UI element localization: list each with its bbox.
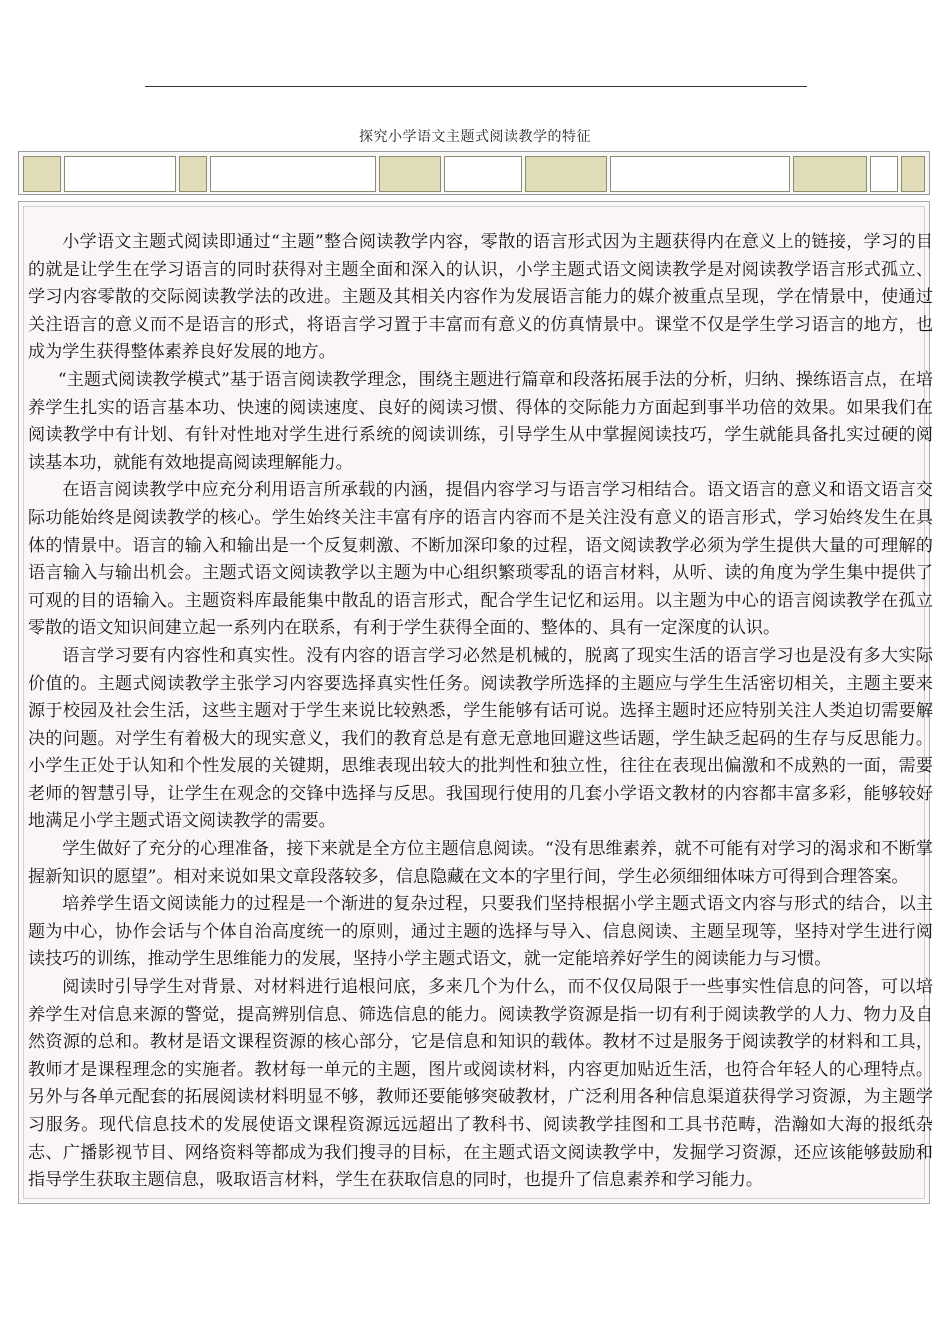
nav-cell [870, 156, 898, 192]
nav-cell [610, 156, 790, 192]
decorative-nav-strip [18, 151, 930, 195]
nav-cell [379, 156, 441, 192]
paragraph: 在语言阅读教学中应充分利用语言所承载的内涵，提倡内容学习与语言学习相结合。语文语言的意义和语文语言交际功能始终是阅读教学的核心。学生始终关注丰富有序的语言内容而不是关注没有意义的语言形式，学习始终发生在具体的情景中。语言的输入和输出是一个反复刺激、不断加深印象的过程，语文阅读教学必须为学生提供大量的可理解的语言输入与输出机会。主题式语文阅读教学以主题为中心组织繁琐零乱的语言材料，从听、读的角度为学生集中提供了可观的目的语输入。主题资料库最能集中散乱的语言形式，配合学生记忆和运用。以主题为中心的语言阅读教学在孤立零散的语文知识间建立起一系列内在联系，有利于学生获得全面的、整体的、具有一定深度的认识。 [28, 480, 933, 639]
nav-cell [23, 156, 61, 192]
paragraph: 小学语文主题式阅读即通过“主题”整合阅读教学内容，零散的语言形式因为主题获得内在意义上的链接，学习的目的就是让学生在学习语言的同时获得对主题全面和深入的认识，小学主题式语文阅读教学是对阅读教学语言形式孤立、学习内容零散的交际阅读教学法的改进。主题及其相关内容作为发展语言能力的媒介被重点呈现，学在情景中，使通过关注语言的意义而不是语言的形式，将语言学习置于丰富而有意义的仿真情景中。课堂不仅是学生学习语言的地方，也成为学生获得整体素养良好发展的地方。 [28, 232, 933, 363]
paragraph: “主题式阅读教学模式”基于语言阅读教学理念，围绕主题进行篇章和段落拓展手法的分析，归纳、操练语言点，在培养学生扎实的语言基本功、快速的阅读速度、良好的阅读习惯、得体的交际能力方面起到事半功倍的效果。如果我们在阅读教学中有计划、有针对性地对学生进行系统的阅读训练，引导学生从中掌握阅读技巧，学生就能具备扎实过硬的阅读基本功，就能有效地提高阅读理解能力。 [28, 369, 933, 473]
paragraph: 学生做好了充分的心理准备，接下来就是全方位主题信息阅读。“没有思维素养，就不可能有对学习的渴求和不断掌握新知识的愿望”。相对来说如果文章段落较多，信息隐藏在文本的字里行间，学生必须细细体味方可得到合理答案。 [28, 839, 933, 887]
article-panel [23, 206, 933, 1199]
nav-cell [444, 156, 522, 192]
nav-cell [179, 156, 207, 192]
nav-cell [525, 156, 607, 192]
article-container [18, 201, 933, 1204]
paragraph: 阅读时引导学生对背景、对材料进行追根问底，多来几个为什么，而不仅仅局限于一些事实性信息的问答，可以培养学生对信息来源的警觉，提高辨别信息、筛选信息的能力。阅读教学资源是指一切有利于阅读教学的人力、物力及自然资源的总和。教材是语文课程资源的核心部分，它是信息和知识的载体。教材不过是服务于阅读教学的材料和工具，教师才是课程理念的实施者。教材每一单元的主题，图片或阅读材料，内容更加贴近生活，也符合年轻人的心理特点。另外与各单元配套的拓展阅读材料明显不够，教师还要能够突破教材，广泛利用各种信息渠道获得学习资源，为主题学习服务。现代信息技术的发展使语文课程资源远远超出了教科书、阅读教学挂图和工具书范畴，浩瀚如大海的报纸杂志、广播影视节目、网络资料等都成为我们搜寻的目标，在主题式语文阅读教学中，发掘学习资源，还应该能够鼓励和指导学生获取主题信息，吸取语言材料，学生在获取信息的同时，也提升了信息素养和学习能力。 [28, 977, 933, 1191]
nav-cell [210, 156, 376, 192]
header-rule [145, 86, 807, 87]
article-body [28, 229, 933, 1195]
document-title: 探究小学语文主题式阅读教学的特征 [359, 129, 591, 145]
nav-cell [793, 156, 867, 192]
paragraph: 培养学生语文阅读能力的过程是一个渐进的复杂过程，只要我们坚持根据小学主题式语文内容与形式的结合，以主题为中心，协作会话与个体自治高度统一的原则，通过主题的选择与导入、信息阅读、主题呈现等，坚持对学生进行阅读技巧的训练，推动学生思维能力的发展，坚持小学主题式语文，就一定能培养好学生的阅读能力与习惯。 [28, 894, 933, 970]
paragraph: 语言学习要有内容性和真实性。没有内容的语言学习必然是机械的，脱离了现实生活的语言学习也是没有多大实际价值的。主题式阅读教学主张学习内容要选择真实性任务。阅读教学所选择的主题应与学生生活密切相关，主题主要来源于校园及社会生活，这些主题对于学生来说比较熟悉，学生能够有话可说。选择主题时还应特别关注人类迫切需要解决的问题。对学生有着极大的现实意义，我们的教育总是有意无意地回避这些话题，学生缺乏起码的生存与反思能力。小学生正处于认知和个性发展的关键期，思维表现出较大的批判性和独立性，往往在表现出偏激和不成熟的一面，需要老师的智慧引导，让学生在观念的交锋中选择与反思。我国现行使用的几套小学语文教材的内容都丰富多彩，能够较好地满足小学主题式语文阅读教学的需要。 [28, 645, 933, 832]
nav-cell [901, 156, 925, 192]
nav-cell [64, 156, 176, 192]
